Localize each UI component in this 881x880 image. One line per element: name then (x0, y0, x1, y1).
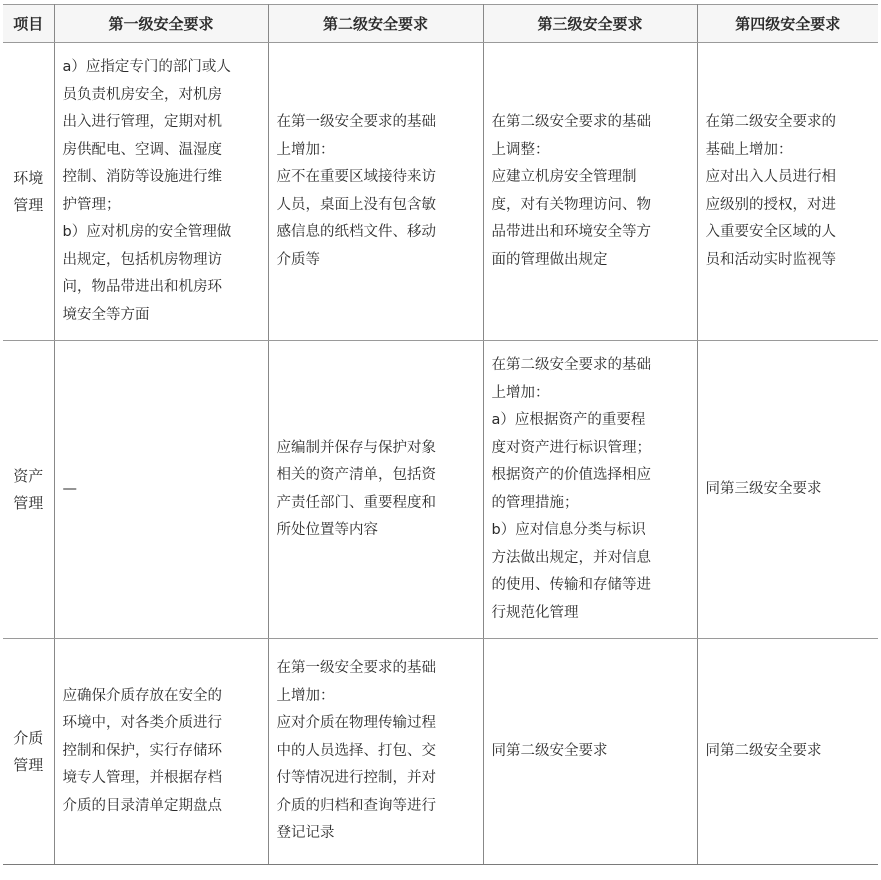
text-line: 房供配电、空调、温湿度 (62, 141, 222, 158)
table-row-media (3, 639, 878, 865)
text-line: 上调整： (491, 141, 550, 158)
text-line: 行规范化管理 (491, 604, 579, 621)
row-item-asset (3, 341, 54, 639)
text-line: 员和活动实时监视等 (705, 251, 836, 268)
text-line: 在第一级安全要求的基础 (276, 660, 436, 677)
cell-media-level-2 (268, 639, 483, 865)
cell-environment-level-4 (697, 43, 878, 341)
text-line: 人员，桌面上没有包含敏 (276, 196, 436, 213)
header-level-1: 第一级安全要求 (54, 5, 268, 43)
text-line: 的使用、传输和存储等进 (491, 577, 651, 593)
row-item-environment (3, 43, 54, 341)
cell-environment-level-1 (54, 43, 268, 341)
text-line: 介质等 (276, 251, 320, 268)
text-line: 应不在重要区域接待来访 (276, 169, 436, 185)
cell-environment-level-2 (268, 43, 483, 341)
row-item-line: 环境 (13, 168, 44, 187)
text-line: 介质的目录清单定期盘点 (62, 797, 222, 814)
text-line: b）应对机房的安全管理做 (62, 224, 232, 240)
text-line: 上增加： (276, 687, 335, 704)
text-line: 在第二级安全要求的基础 (491, 357, 651, 373)
cell-asset-level-4 (697, 341, 878, 639)
text-line: a）应指定专门的部门或人 (62, 59, 231, 75)
text-line: 应对出入人员进行相 (705, 169, 836, 185)
text-line: 境专人管理，并根据存档 (62, 770, 222, 787)
text-line: 上增加： (491, 384, 550, 401)
text-line: 入重要安全区域的人 (705, 224, 836, 240)
header-row (3, 5, 878, 43)
text-line: 应建立机房安全管理制 (491, 169, 637, 185)
cell-media-level-4 (697, 639, 878, 865)
cell-asset-level-2 (268, 341, 483, 639)
text-line: 同第二级安全要求 (705, 742, 822, 759)
header-level-4: 第四级安全要求 (697, 5, 878, 43)
text-line: 问，物品带进出和机房环 (62, 279, 222, 295)
text-line: 应对介质在物理传输过程 (276, 715, 436, 732)
text-line: 出入进行管理，定期对机 (62, 114, 222, 130)
text-line: 度，对有关物理访问、物 (491, 196, 651, 213)
row-item-line: 介质 (13, 728, 44, 747)
text-line: b）应对信息分类与标识 (491, 522, 646, 538)
text-line: 出规定，包括机房物理访 (62, 251, 222, 268)
text-line: 付等情况进行控制，并对 (276, 770, 436, 787)
text-line: 品带进出和环境安全等方 (491, 224, 651, 240)
text-line: 登记记录 (276, 825, 335, 842)
cell-environment-level-3 (483, 43, 697, 341)
text-line: 面的管理做出规定 (491, 251, 608, 268)
text-line: 方法做出规定，并对信息 (491, 549, 651, 566)
text-line: 同第三级安全要求 (705, 480, 822, 497)
text-line: 控制、消防等设施进行维 (62, 169, 222, 185)
text-line: 应确保介质存放在安全的 (62, 687, 222, 704)
text-line: 员负责机房安全，对机房 (62, 86, 222, 103)
text-line: 介质的归档和查询等进行 (276, 797, 436, 814)
text-line: 基础上增加： (705, 141, 793, 158)
header-item: 项目 (3, 5, 54, 43)
text-line: 同第二级安全要求 (491, 742, 608, 759)
text-line: 环境中，对各类介质进行 (62, 715, 222, 732)
cell-asset-level-3 (483, 341, 697, 639)
text-line: 应编制并保存与保护对象 (276, 439, 436, 456)
text-line: 中的人员选择、打包、交 (276, 742, 436, 759)
table-header (3, 5, 878, 43)
row-item-line: 管理 (13, 195, 44, 214)
text-line: 上增加： (276, 141, 335, 158)
text-line: 产责任部门、重要程度和 (276, 494, 436, 511)
text-line: 相关的资产清单，包括资 (276, 467, 436, 483)
text-line: 度对资产进行标识管理； (491, 439, 651, 456)
cell-asset-level-1 (54, 341, 268, 639)
cell-media-level-1 (54, 639, 268, 865)
text-line: 在第一级安全要求的基础 (276, 114, 436, 130)
header-level-2: 第二级安全要求 (268, 5, 483, 43)
table-row-asset (3, 341, 878, 639)
row-item-line: 管理 (13, 755, 44, 774)
text-line: a）应根据资产的重要程 (491, 412, 646, 428)
row-item-media (3, 639, 54, 865)
text-line: 在第二级安全要求的 (705, 114, 836, 130)
text-line: 根据资产的价值选择相应 (491, 467, 651, 483)
text-line: 感信息的纸档文件、移动 (276, 224, 436, 240)
text-line: 境安全等方面 (62, 306, 150, 323)
text-line: 护管理； (62, 196, 121, 213)
header-level-3: 第三级安全要求 (483, 5, 697, 43)
text-line: 控制和保护，实行存储环 (62, 742, 222, 759)
empty-dash: — (62, 480, 77, 497)
row-item-line: 管理 (13, 493, 44, 512)
text-line: 的管理措施； (491, 494, 579, 511)
table-row-environment (3, 43, 878, 341)
text-line: 应级别的授权，对进 (705, 196, 836, 213)
security-requirements-table (3, 4, 878, 865)
text-line: 所处位置等内容 (276, 522, 378, 538)
text-line: 在第二级安全要求的基础 (491, 114, 651, 130)
row-item-line: 资产 (13, 466, 44, 485)
cell-media-level-3 (483, 639, 697, 865)
